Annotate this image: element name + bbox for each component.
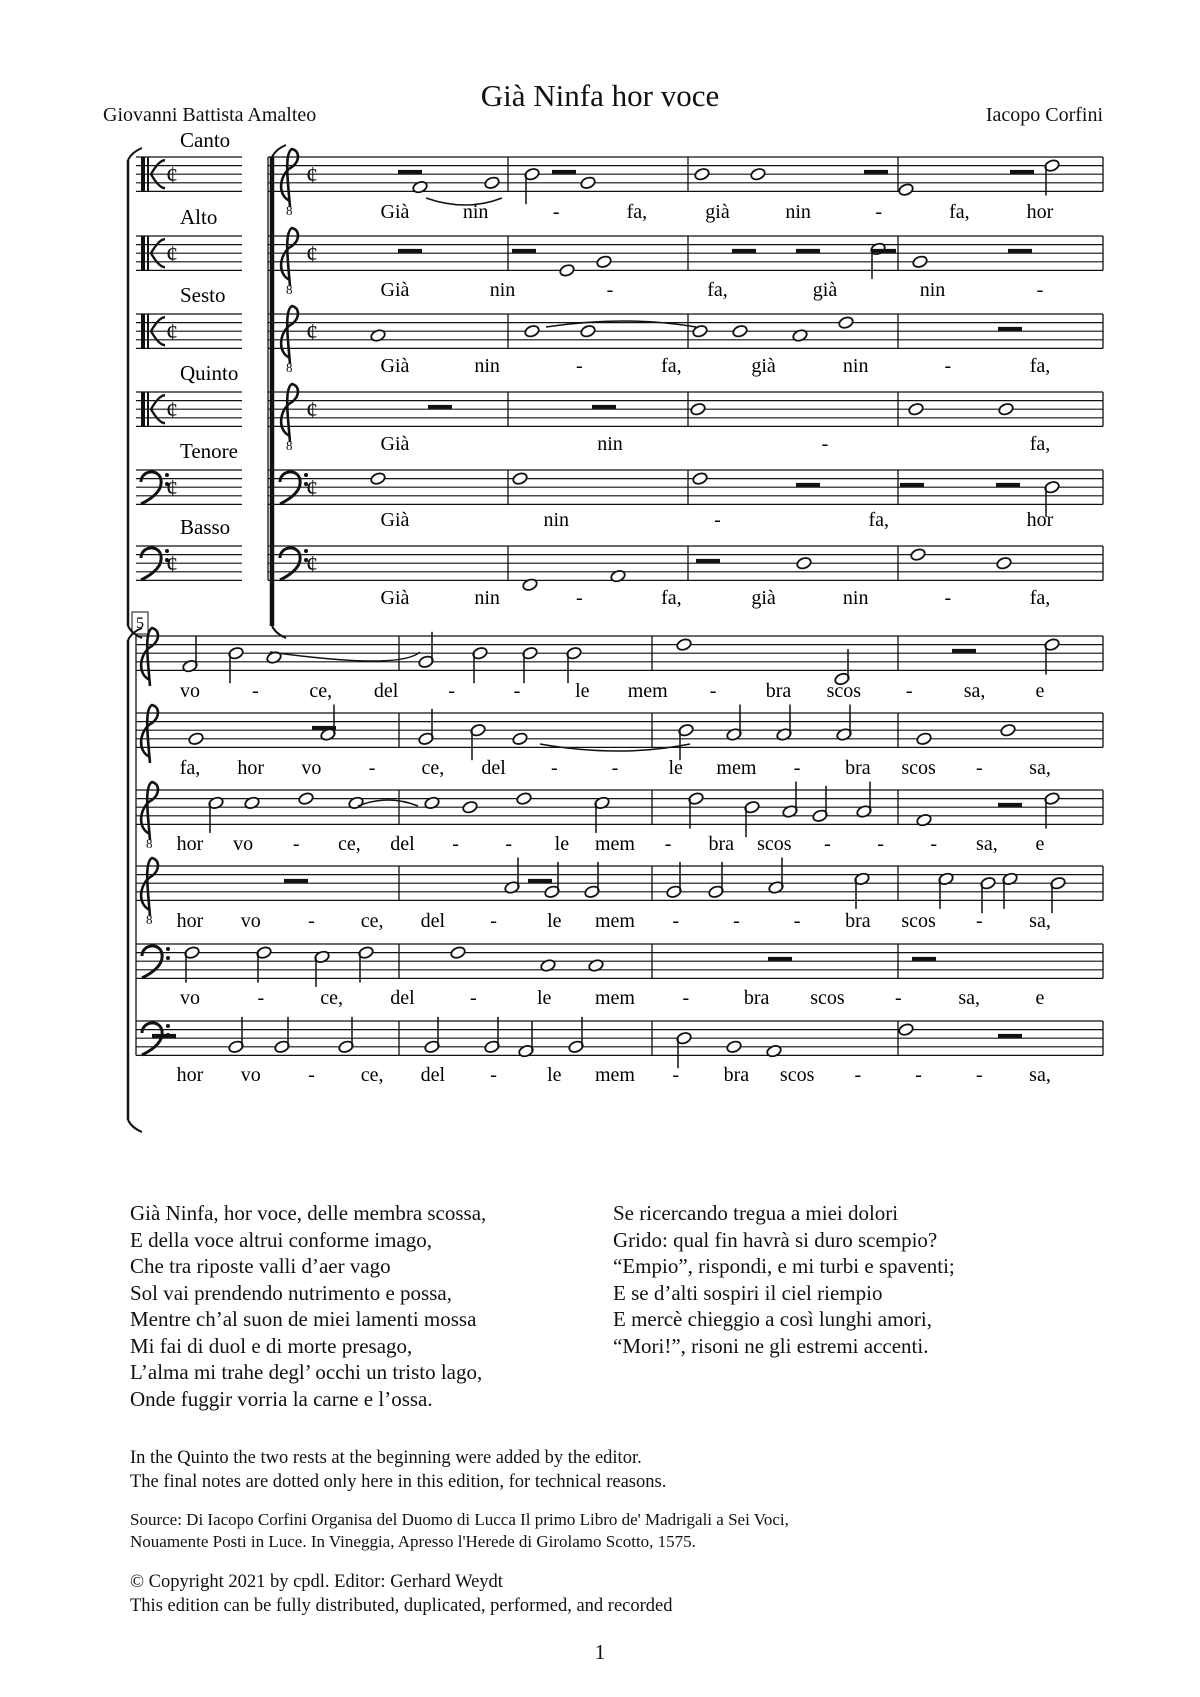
lyric-syllable: -: [854, 1064, 862, 1086]
lyric-syllable: hor: [237, 757, 265, 779]
notehead: [540, 958, 557, 972]
rest: [796, 483, 820, 487]
lyric-syllable: -: [368, 757, 376, 779]
lyric-syllable: fa,: [1029, 433, 1051, 455]
lyric-syllable: hor: [176, 833, 204, 855]
treble-clef-icon: [281, 384, 298, 442]
lyric-syllable: già: [812, 279, 838, 301]
lyric-syllable: -: [944, 587, 952, 609]
notehead: [690, 402, 707, 416]
lyric-syllable: -: [905, 680, 913, 702]
copyright-line: © Copyright 2021 by cpdl. Editor: Gerhard Weydt: [130, 1572, 503, 1592]
lyric-syllable: del: [420, 1064, 446, 1086]
lyric-syllable: Già: [380, 433, 410, 455]
lyric-syllable: bra: [743, 987, 770, 1009]
octave-8-icon: 8: [286, 282, 293, 297]
lyric-syllable: Già: [380, 355, 410, 377]
lyric-syllable: nin: [842, 587, 869, 609]
lyric-syllable: -: [308, 910, 315, 932]
lyric-syllable: -: [975, 910, 983, 932]
poem-line: Onde fuggir vorria la carne e l’ossa.: [130, 1386, 433, 1411]
lyric-syllable: -: [915, 1064, 922, 1086]
rest: [998, 803, 1022, 807]
lyric-syllable: -: [452, 833, 459, 855]
lyric-syllable: -: [257, 987, 265, 1009]
lyric-syllable: -: [606, 279, 614, 301]
page-number: 1: [594, 1640, 606, 1664]
lyric-syllable: nin: [474, 355, 500, 377]
lyric-syllable: le: [668, 757, 683, 779]
lyric-syllable: del: [481, 757, 506, 779]
bass-clef-icon: [280, 472, 300, 504]
lyric-syllable: vo: [233, 833, 254, 855]
notehead: [244, 796, 261, 810]
notehead: [898, 183, 915, 197]
lyric-syllable: scos: [901, 757, 936, 779]
lyric-syllable: ce,: [360, 910, 384, 932]
poem-line: “Mori!”, risoni ne gli estremi accenti.: [613, 1333, 929, 1358]
lyric-syllable: nin: [785, 201, 811, 223]
rest: [900, 483, 924, 487]
voice-name: Sesto: [180, 283, 226, 307]
tie: [546, 321, 696, 327]
lyric-syllable: hor: [176, 1064, 204, 1086]
lyric-syllable: nin: [462, 201, 489, 223]
lyric-syllable: -: [252, 680, 259, 702]
notehead: [450, 946, 467, 960]
rest: [428, 405, 452, 409]
lyric-syllable: nin: [489, 279, 516, 301]
poem-line: “Empio”, rispondi, e mi turbi e spaventi;: [613, 1254, 955, 1278]
cut-time-icon: ¢: [306, 475, 318, 502]
poem-line: L’alma mi trahe degl’ occhi un tristo lago,: [130, 1360, 483, 1384]
lyric-syllable: le: [536, 987, 552, 1009]
octave-8-icon: 8: [146, 836, 153, 851]
rest: [998, 1034, 1022, 1038]
notehead: [908, 402, 925, 416]
lyric-syllable: -: [575, 587, 583, 609]
bass-clef-icon: [142, 946, 162, 978]
poem-left-column: [130, 1200, 486, 1412]
notehead: [910, 548, 927, 562]
notehead: [916, 732, 933, 746]
notehead: [796, 556, 813, 570]
lyric-syllable: -: [672, 1064, 680, 1086]
voice-names: [180, 128, 238, 539]
lyric-syllable: -: [682, 987, 690, 1009]
lyric-syllable: -: [793, 910, 801, 932]
bracket-hook: [272, 145, 286, 157]
lyric-syllable: -: [733, 910, 740, 932]
notehead: [516, 792, 533, 806]
poem-line: Che tra riposte valli d’aer vago: [130, 1254, 391, 1278]
lyric-syllable: hor: [176, 910, 204, 932]
voice-name: Alto: [180, 205, 218, 229]
bracket-hook: [128, 148, 142, 160]
c-clef-icon: [141, 314, 145, 348]
cut-time-icon: ¢: [306, 162, 318, 189]
lyric-syllable: sa,: [963, 680, 986, 702]
rest: [1010, 170, 1034, 174]
copyright-note: [130, 1570, 673, 1618]
notehead: [732, 324, 749, 338]
lyric-syllable: nin: [543, 509, 570, 531]
editorial-notes: [130, 1446, 666, 1494]
c-clef-icon: [141, 392, 145, 426]
notehead: [998, 402, 1015, 416]
notehead: [750, 167, 767, 181]
lyric-syllable: e: [1035, 987, 1045, 1009]
measure-number: [132, 612, 148, 634]
bracket-hook: [128, 1120, 142, 1132]
lyric-syllable: -: [308, 1064, 315, 1086]
lyric-syllable: -: [611, 757, 619, 779]
lyric-syllable: ce,: [320, 987, 344, 1009]
voice-name: Quinto: [180, 361, 239, 385]
lyric-syllable: mem: [595, 833, 635, 855]
c-clef-bar: [147, 314, 149, 348]
lyric-syllable: vo: [180, 987, 200, 1009]
octave-8-icon: 8: [286, 203, 293, 218]
rest: [732, 249, 756, 253]
lyric-syllable: -: [550, 757, 558, 779]
cut-time-icon: ¢: [166, 551, 178, 578]
rest: [864, 170, 888, 174]
lyric-syllable: -: [821, 433, 829, 455]
lyric-syllable: le: [547, 910, 562, 932]
voice-name: Tenore: [180, 439, 238, 463]
lyric-syllable: le: [547, 1064, 562, 1086]
voice-name: Canto: [180, 128, 231, 152]
rest: [398, 249, 422, 253]
treble-clef-icon: [141, 858, 158, 916]
poem-line: Se ricercando tregua a miei dolori: [613, 1201, 899, 1225]
editorial-note: The final notes are dotted only here in this edition, for technical reasons.: [130, 1472, 667, 1492]
notehead: [694, 167, 711, 181]
lyric-syllable: nin: [919, 279, 946, 301]
lyric-syllable: -: [505, 833, 513, 855]
lyric-syllable: -: [552, 201, 560, 223]
rest: [152, 1034, 176, 1038]
notehead: [1000, 723, 1017, 737]
lyric-syllable: Già: [380, 587, 410, 609]
lyric-syllable: vo: [301, 757, 322, 779]
lyric-syllable: scos: [779, 1064, 815, 1086]
lyric-syllable: e: [1035, 833, 1045, 855]
lyric-syllable: sa,: [1029, 1064, 1051, 1086]
lyric-syllable: mem: [595, 910, 635, 932]
notehead: [522, 578, 539, 592]
notehead: [898, 1023, 915, 1037]
treble-clef-icon: [141, 705, 158, 763]
notehead: [792, 328, 809, 342]
notehead: [412, 180, 429, 194]
notehead: [596, 255, 613, 269]
notehead: [588, 958, 605, 972]
bass-clef-dot: [166, 956, 170, 960]
c-clef-icon: [141, 157, 145, 191]
lyric-syllable: sa,: [1029, 757, 1051, 779]
notehead: [484, 176, 501, 190]
cut-time-icon: ¢: [306, 241, 318, 268]
source-note: [130, 1509, 789, 1553]
lyric-syllable: -: [469, 987, 477, 1009]
clefs: [141, 149, 318, 1055]
cut-time-icon: ¢: [306, 397, 318, 424]
lyric-syllable: vo: [240, 1064, 261, 1086]
lyric-syllable: fa,: [661, 587, 682, 609]
lyric-syllable: ce,: [309, 680, 333, 702]
lyric-syllable: mem: [716, 757, 757, 779]
lyric-syllable: -: [793, 757, 801, 779]
lyric-syllable: fa,: [868, 509, 890, 531]
lyric-syllable: -: [672, 910, 680, 932]
bass-clef-icon: [141, 472, 161, 504]
lyric-syllable: -: [930, 833, 938, 855]
cut-time-icon: ¢: [166, 319, 178, 346]
poem-line: E della voce altrui conforme imago,: [130, 1227, 433, 1252]
notehead: [692, 472, 709, 486]
notehead: [676, 638, 693, 652]
source-line: Nouamente Posti in Luce. In Vineggia, Apresso l'Herede di Girolamo Scotto, 1575.: [130, 1532, 696, 1551]
lyric-syllable: hor: [1026, 509, 1054, 531]
lyric-syllable: -: [709, 680, 717, 702]
lyric-syllable: già: [751, 587, 776, 609]
lyric-syllable: -: [513, 680, 521, 702]
notehead: [580, 176, 597, 190]
rest: [592, 405, 616, 409]
poem-line: Sol vai prendendo nutrimento e possa,: [130, 1280, 452, 1305]
lyric-syllable: Già: [380, 509, 410, 531]
notehead: [370, 328, 387, 342]
rest: [512, 249, 536, 253]
lyric-syllable: fa,: [179, 757, 201, 779]
treble-clef-icon: [281, 228, 298, 286]
rest: [872, 249, 896, 253]
lyric-syllable: ce,: [360, 1064, 384, 1086]
rest: [696, 559, 720, 563]
measure-number: 5: [136, 615, 144, 632]
notehead: [838, 316, 855, 330]
lyric-syllable: del: [373, 680, 399, 702]
poem-line: Mentre ch’al suon de miei lamenti mossa: [130, 1307, 477, 1331]
source-line: Source: Di Iacopo Corfini Organisa del Duomo di Lucca Il primo Libro de' Madrigali a Sei Voci,: [130, 1510, 789, 1529]
notehead: [348, 796, 365, 810]
poet-name: Giovanni Battista Amalteo: [103, 104, 317, 126]
lyric-syllable: bra: [845, 757, 871, 779]
lyric-syllable: -: [1036, 279, 1044, 301]
cut-time-icon: ¢: [166, 397, 178, 424]
notehead: [610, 569, 627, 583]
poem-line: E se d’alti sospiri il ciel riempio: [613, 1280, 883, 1305]
lyric-syllable: fa,: [626, 201, 648, 223]
lyric-syllable: ce,: [337, 833, 361, 855]
poem-right-column: [613, 1200, 955, 1359]
lyric-syllable: scos: [826, 680, 862, 702]
lyric-syllable: -: [714, 509, 721, 531]
lyric-syllable: del: [390, 987, 415, 1009]
bass-clef-icon: [280, 548, 300, 580]
notehead: [524, 324, 541, 338]
notehead: [916, 813, 933, 827]
notehead: [726, 1040, 743, 1054]
lyric-syllable: mem: [595, 987, 635, 1009]
poem-line: Grido: qual fin havrà si duro scempio?: [613, 1227, 938, 1252]
lyric-syllable: sa,: [1029, 910, 1051, 932]
rest: [952, 649, 976, 653]
octave-8-icon: 8: [286, 438, 293, 453]
bass-clef-dot: [166, 947, 170, 951]
lyric-syllable: -: [877, 833, 884, 855]
lyric-syllable: -: [490, 910, 497, 932]
cut-time-icon: ¢: [306, 319, 318, 346]
treble-clef-icon: [281, 149, 298, 207]
lyric-syllable: -: [664, 833, 672, 855]
lyric-syllable: mem: [595, 1064, 635, 1086]
lyric-syllable: vo: [180, 680, 200, 702]
notehead: [370, 472, 387, 486]
rest: [998, 327, 1022, 331]
cut-time-icon: ¢: [166, 241, 178, 268]
lyric-syllable: -: [975, 757, 983, 779]
cut-time-icon: ¢: [306, 551, 318, 578]
lyric-syllable: scos: [757, 833, 792, 855]
notehead: [512, 732, 529, 746]
cut-time-icon: ¢: [166, 475, 178, 502]
notehead: [766, 1044, 783, 1058]
lyric-syllable: hor: [1026, 201, 1054, 223]
octave-8-icon: 8: [286, 360, 293, 375]
lyric-syllable: scos: [810, 987, 845, 1009]
lyric-syllable: fa,: [661, 355, 682, 377]
lyric-syllable: sa,: [958, 987, 981, 1009]
poem-line: Già Ninfa, hor voce, delle membra scossa,: [130, 1201, 487, 1225]
rest: [996, 483, 1020, 487]
lyric-syllable: già: [705, 201, 730, 223]
bass-clef-icon: [141, 548, 161, 580]
notehead: [512, 472, 529, 486]
lyric-syllable: scos: [901, 910, 936, 932]
lyric-syllable: già: [751, 355, 776, 377]
lyric-syllable: vo: [240, 910, 261, 932]
lyric-syllable: del: [390, 833, 415, 855]
notehead: [559, 263, 576, 277]
lyric-syllable: fa,: [1029, 587, 1051, 609]
c-clef-bar: [147, 157, 149, 191]
lyric-syllable: -: [292, 833, 300, 855]
lyric-syllable: -: [975, 1064, 983, 1086]
copyright-line: This edition can be fully distributed, duplicated, performed, and recorded: [130, 1596, 673, 1616]
poem-line: E mercè chieggio a così lunghi amori,: [613, 1307, 932, 1331]
lyric-syllable: bra: [765, 680, 792, 702]
lyric-syllable: -: [575, 355, 583, 377]
lyric-syllable: -: [944, 355, 952, 377]
rest: [284, 879, 308, 883]
lyric-syllable: Già: [380, 201, 410, 223]
editorial-note: In the Quinto the two rests at the beginning were added by the editor.: [130, 1448, 642, 1468]
lyric-syllable: bra: [845, 910, 871, 932]
rest: [768, 957, 792, 961]
lyric-syllable: -: [448, 680, 455, 702]
piece-title: Già Ninfa hor voce: [480, 78, 720, 113]
bass-clef-icon: [142, 1023, 162, 1055]
rest: [312, 726, 336, 730]
notehead: [424, 796, 441, 810]
notehead: [298, 792, 315, 806]
lyric-syllable: fa,: [949, 201, 970, 223]
rest: [528, 879, 552, 883]
lyric-syllable: fa,: [707, 279, 728, 301]
rest: [912, 957, 936, 961]
lyric-syllable: Già: [380, 279, 410, 301]
lyric-syllable: -: [894, 987, 902, 1009]
treble-clef-icon: [281, 306, 298, 364]
c-clef-bar: [147, 392, 149, 426]
voice-name: Basso: [180, 515, 231, 539]
tie: [358, 800, 418, 806]
lyric-syllable: le: [575, 680, 590, 702]
lyric-syllable: e: [1035, 680, 1045, 702]
lyric-syllable: fa,: [1029, 355, 1051, 377]
notehead: [580, 324, 597, 338]
lyric-syllable: ce,: [421, 757, 445, 779]
bass-clef-dot: [166, 1024, 170, 1028]
poem-line: Mi fai di duol e di morte presago,: [130, 1333, 413, 1358]
notehead: [188, 732, 205, 746]
c-clef-bar: [147, 236, 149, 270]
treble-clef-icon: [141, 628, 158, 686]
lyric-syllable: bra: [723, 1064, 750, 1086]
c-clef-icon: [141, 236, 145, 270]
notehead: [912, 255, 929, 269]
lyric-syllable: -: [875, 201, 883, 223]
lyric-syllable: -: [824, 833, 831, 855]
lyric-syllable: mem: [627, 680, 668, 702]
lyric-syllable: bra: [708, 833, 735, 855]
lyric-syllable: nin: [474, 587, 500, 609]
lyric-syllable: del: [420, 910, 446, 932]
notehead: [462, 800, 479, 814]
lyric-syllable: nin: [597, 433, 623, 455]
rest: [398, 170, 422, 174]
composer-name: Iacopo Corfini: [985, 104, 1103, 126]
treble-clef-icon: [141, 782, 158, 840]
lyric-syllable: sa,: [976, 833, 998, 855]
rest: [796, 249, 820, 253]
lyric-syllable: nin: [842, 355, 869, 377]
notehead: [996, 556, 1013, 570]
octave-8-icon: 8: [146, 912, 153, 927]
rest: [1008, 249, 1032, 253]
lyric-syllable: -: [490, 1064, 497, 1086]
rest: [552, 170, 576, 174]
lyric-syllable: le: [554, 833, 570, 855]
cut-time-icon: ¢: [166, 162, 178, 189]
